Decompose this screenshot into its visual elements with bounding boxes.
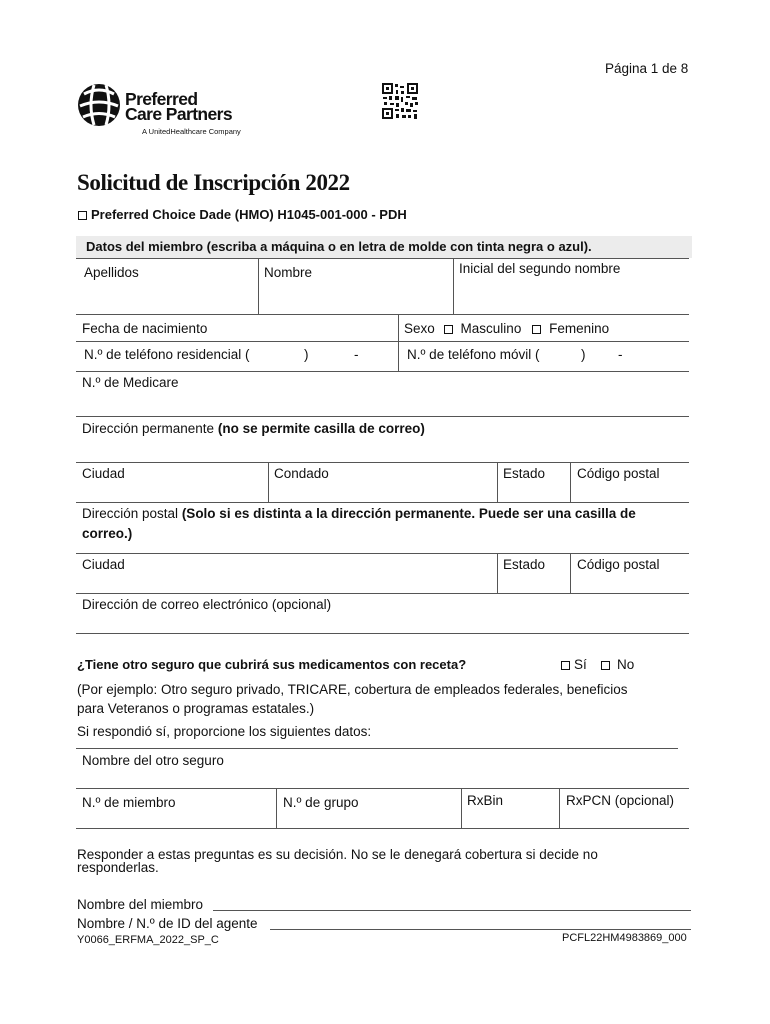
member-name-line[interactable] (213, 910, 691, 911)
company-logo (76, 80, 286, 138)
page-number: Página 1 de 8 (605, 61, 689, 76)
form-code-left: Y0066_ERFMA_2022_SP_C (77, 934, 219, 946)
fecha-nacimiento-field[interactable]: Fecha de nacimiento (82, 321, 208, 336)
dir-postal-note-1: (Solo si es distinta a la dirección permanente. Puede ser una casilla de (181, 506, 636, 521)
no-label: No (617, 657, 635, 672)
dir-postal-note-2: correo.) (82, 526, 133, 541)
logo-line-2: Care Partners (125, 104, 232, 124)
nombre-field[interactable]: Nombre (264, 265, 313, 280)
plan-checkbox[interactable] (78, 211, 87, 220)
medicare-field[interactable]: N.º de Medicare (82, 375, 179, 390)
section-header-text: Datos del miembro (escriba a máquina o en letra de molde con tinta negra o azul). (86, 239, 592, 254)
tel-res-dash: - (354, 347, 359, 362)
logo-line-1: Preferred (125, 89, 198, 109)
tel-movil-field[interactable]: N.º de teléfono móvil ( (407, 347, 540, 362)
tel-residencial-field[interactable]: N.º de teléfono residencial ( (84, 347, 250, 362)
plan-option[interactable] (78, 207, 407, 222)
email-field[interactable]: Dirección de correo electrónico (opcional) (82, 597, 332, 612)
ciudad2-field[interactable]: Ciudad (82, 557, 125, 572)
si-option[interactable] (561, 657, 587, 672)
femenino-label: Femenino (549, 321, 610, 336)
tel-mov-close: ) (581, 347, 586, 362)
dir-permanente-field[interactable] (82, 421, 425, 436)
tel-mov-dash: - (618, 347, 623, 362)
apellidos-field[interactable]: Apellidos (84, 265, 139, 280)
masculino-label: Masculino (460, 321, 522, 336)
ciudad-field[interactable]: Ciudad (82, 466, 125, 481)
rxpcn-field[interactable]: RxPCN (opcional) (566, 793, 675, 808)
sexo-group (404, 321, 609, 336)
form-code-right: PCFL22HM4983869_000 (562, 932, 687, 944)
agent-name-line[interactable] (270, 929, 691, 930)
decision-text-2: responderlas. (77, 860, 159, 875)
codigo-postal2-field[interactable]: Código postal (577, 557, 660, 572)
logo-subtitle: A UnitedHealthcare Company (142, 127, 241, 136)
member-number-field[interactable]: N.º de miembro (82, 795, 176, 810)
tel-res-close: ) (304, 347, 309, 362)
si-label: Sí (574, 657, 587, 672)
insurance-example-1: (Por ejemplo: Otro seguro privado, TRICARE, cobertura de empleados federales, beneficios (77, 682, 628, 697)
decision-text-1: Responder a estas preguntas es su decisión. No se le denegará cobertura si decide no (77, 847, 598, 862)
other-insurance-name-field[interactable]: Nombre del otro seguro (82, 753, 224, 768)
form-title: Solicitud de Inscripción 2022 (77, 170, 350, 195)
estado2-field[interactable]: Estado (503, 557, 546, 572)
sexo-label: Sexo (404, 321, 435, 336)
dir-postal-field[interactable] (82, 506, 636, 521)
group-number-field[interactable]: N.º de grupo (283, 795, 359, 810)
femenino-checkbox[interactable] (532, 325, 541, 334)
insurance-if-yes: Si respondió sí, proporcione los siguientes datos: (77, 724, 372, 739)
codigo-postal-field[interactable]: Código postal (577, 466, 660, 481)
qr-code-icon (381, 82, 419, 120)
rxbin-field[interactable]: RxBin (467, 793, 504, 808)
si-checkbox[interactable] (561, 661, 570, 670)
section-header (76, 236, 692, 258)
insurance-question: ¿Tiene otro seguro que cubrirá sus medicamentos con receta? (77, 657, 467, 672)
condado-field[interactable]: Condado (274, 466, 329, 481)
globe-logo-icon (76, 80, 122, 130)
estado-field[interactable]: Estado (503, 466, 546, 481)
dir-permanente-note: (no se permite casilla de correo) (217, 421, 425, 436)
inicial-field[interactable]: Inicial del segundo nombre (459, 261, 621, 276)
agent-name-label: Nombre / N.º de ID del agente (77, 916, 258, 931)
plan-option-label: Preferred Choice Dade (HMO) H1045-001-000 - PDH (91, 207, 407, 222)
dir-permanente-label: Dirección permanente (82, 421, 215, 436)
masculino-checkbox[interactable] (444, 325, 453, 334)
member-name-label: Nombre del miembro (77, 897, 204, 912)
no-option[interactable] (601, 657, 634, 672)
insurance-example-2: para Veteranos o programas estatales.) (77, 701, 315, 716)
no-checkbox[interactable] (601, 661, 610, 670)
dir-postal-label: Dirección postal (82, 506, 179, 521)
